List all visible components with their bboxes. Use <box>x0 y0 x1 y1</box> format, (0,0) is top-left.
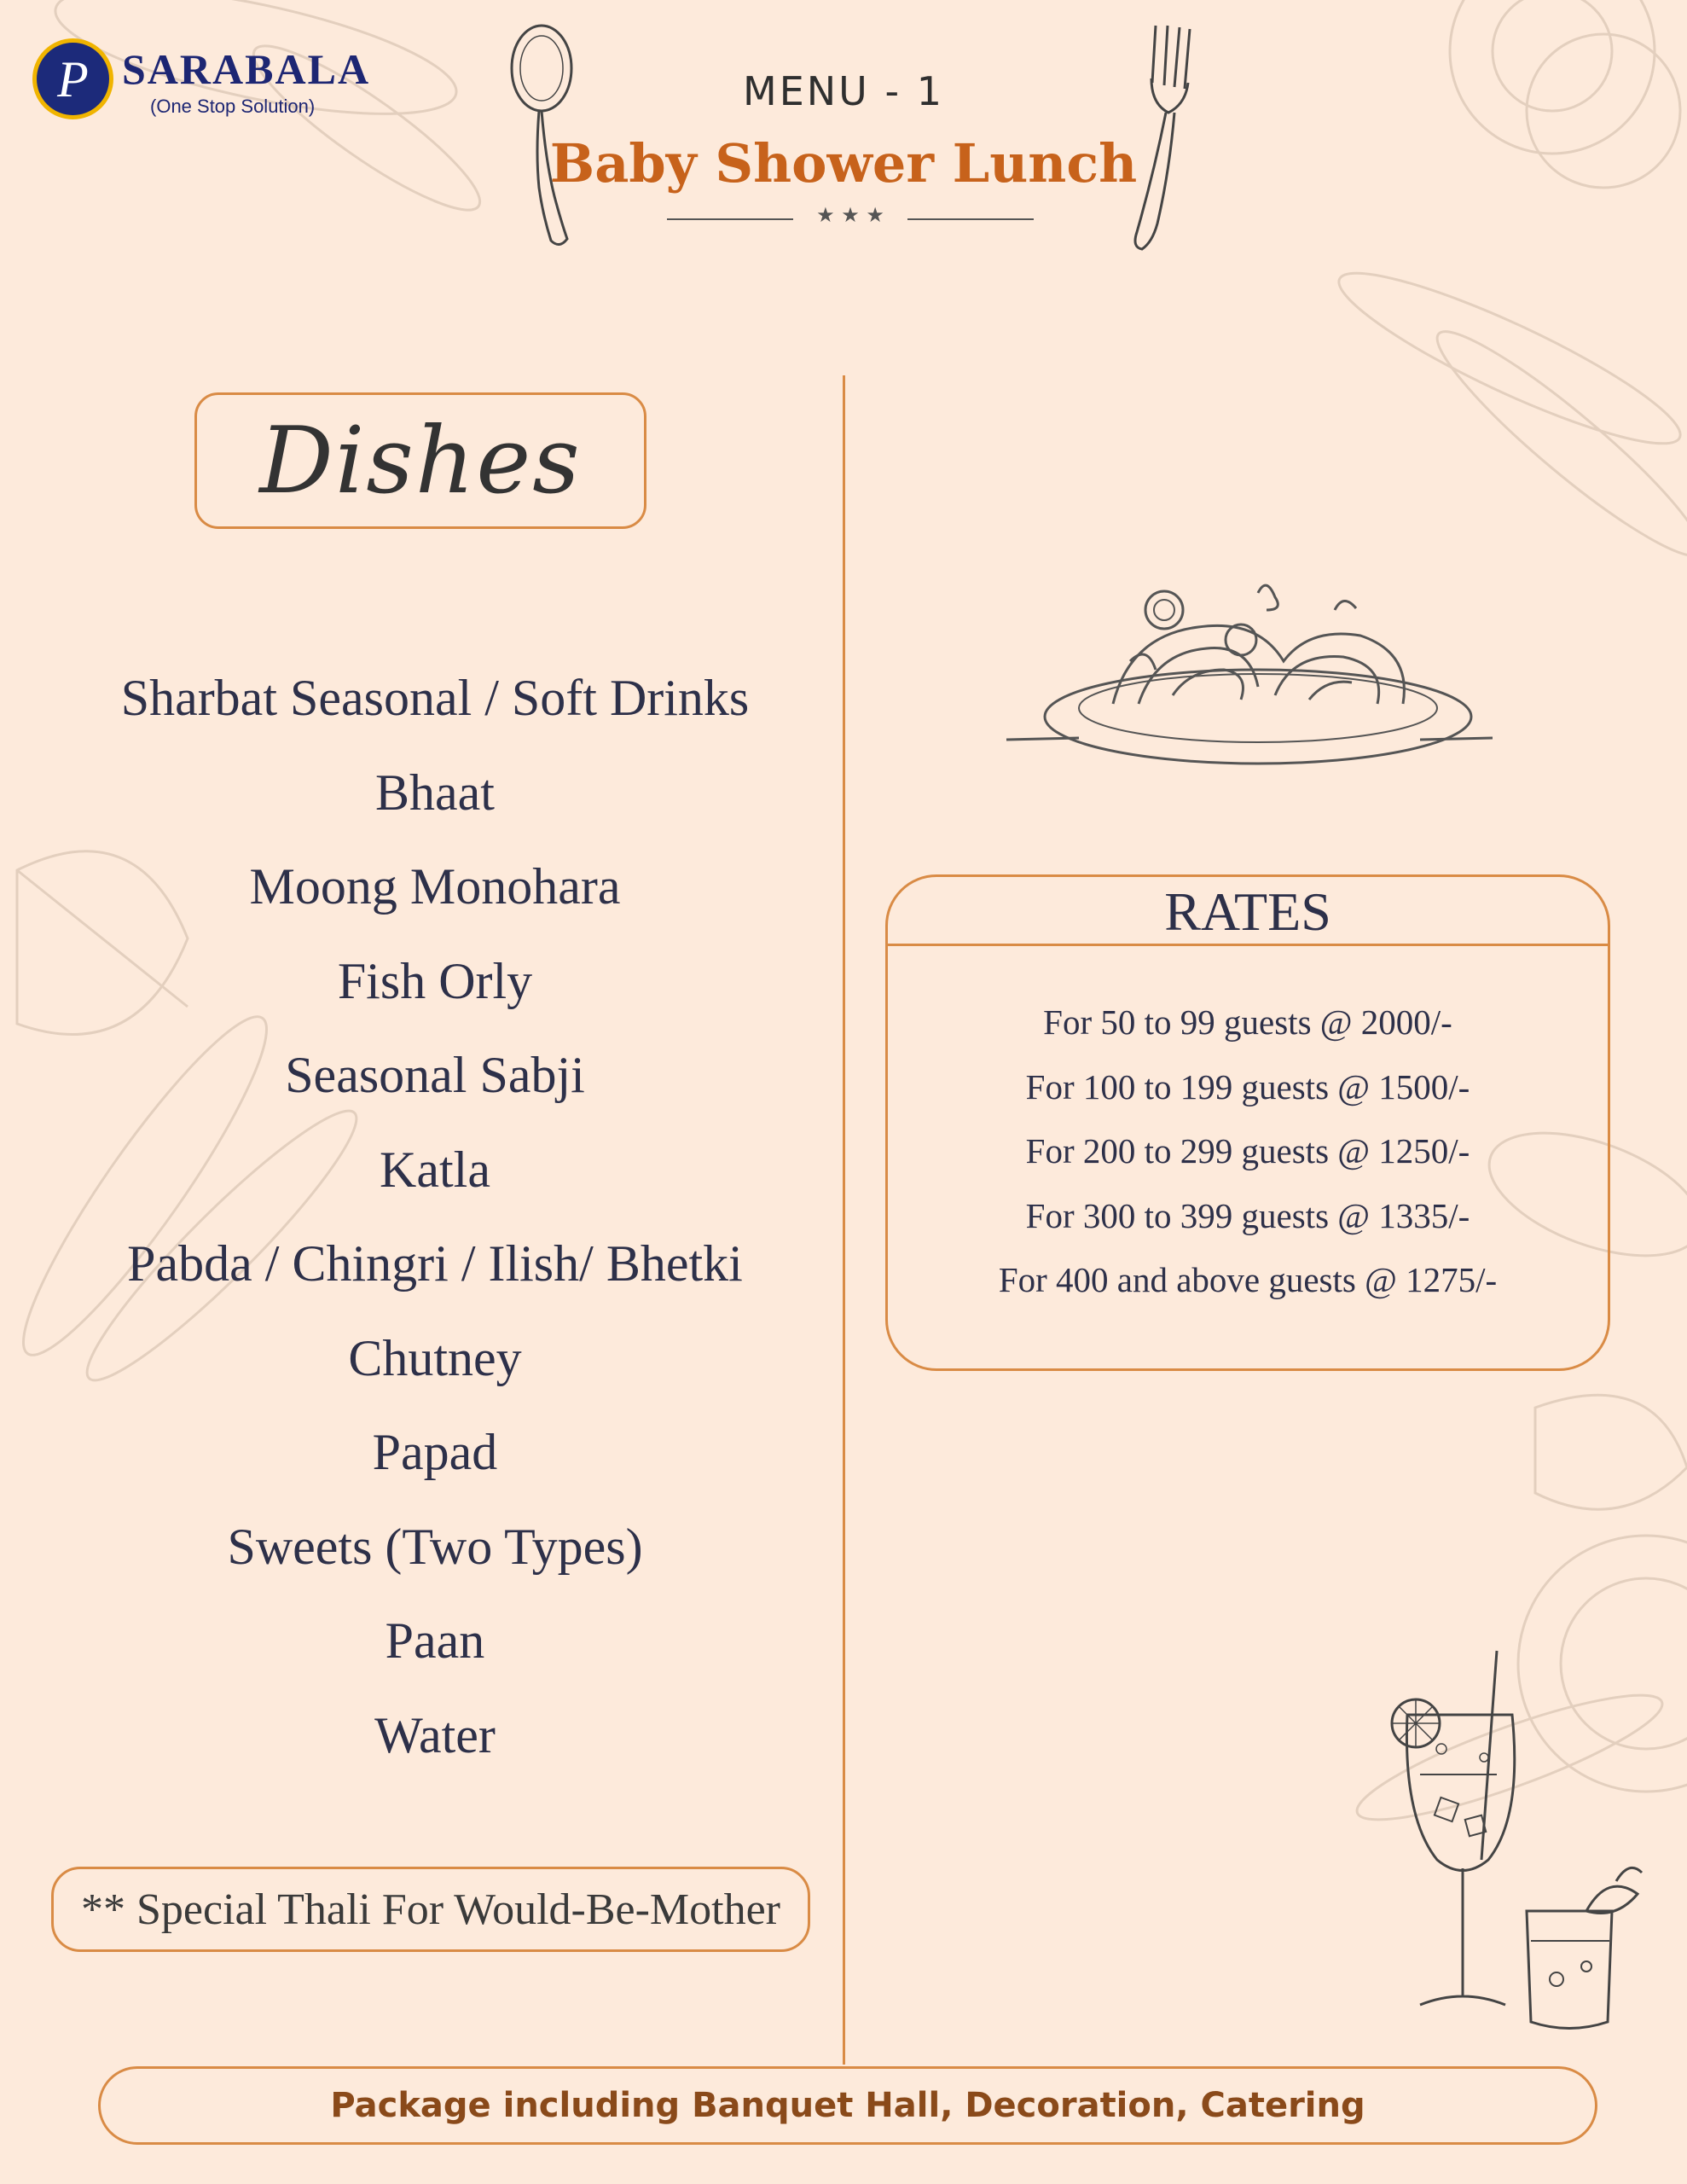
list-item: Chutney <box>348 1329 522 1386</box>
package-banner: Package including Banquet Hall, Decoration, Catering <box>98 2066 1597 2145</box>
rate-item: For 400 and above guests @ 1275/- <box>998 1260 1498 1299</box>
list-item: Moong Monohara <box>249 858 621 915</box>
rate-item: For 200 to 299 guests @ 1250/- <box>1025 1131 1470 1170</box>
special-thali-note: ** Special Thali For Would-Be-Mother <box>51 1867 810 1952</box>
list-item: Bhaat <box>375 764 495 821</box>
list-item: Sharbat Seasonal / Soft Drinks <box>120 670 750 726</box>
list-item: Fish Orly <box>337 952 533 1009</box>
list-item: Seasonal Sabji <box>285 1047 585 1103</box>
rate-item: For 50 to 99 guests @ 2000/- <box>1043 1002 1452 1042</box>
list-item: Sweets (Two Types) <box>227 1518 643 1575</box>
rates-list <box>888 996 1608 1319</box>
brand-tagline: (One Stop Solution) <box>150 96 316 117</box>
dishes-heading: Dishes <box>259 407 582 514</box>
menu-number: MENU - 1 <box>743 68 944 114</box>
stars: ★ ★ ★ <box>816 203 884 227</box>
list-item: Papad <box>372 1424 498 1480</box>
dish-list <box>51 661 819 1792</box>
rates-panel <box>885 874 1610 1371</box>
rate-item: For 100 to 199 guests @ 1500/- <box>1025 1066 1470 1107</box>
cocktail-glasses-illustration <box>1386 1647 1650 2039</box>
list-item: Katla <box>380 1141 490 1198</box>
column-divider <box>843 375 845 2065</box>
list-item: Water <box>374 1706 496 1763</box>
list-item: Paan <box>385 1612 485 1669</box>
brand-name: SARABALA <box>122 45 371 93</box>
rates-heading: RATES <box>888 877 1608 946</box>
pasta-plate-illustration <box>1002 559 1497 798</box>
list-item: Pabda / Chingri / Ilish/ Bhetki <box>127 1235 743 1292</box>
dishes-heading-box <box>194 392 646 529</box>
logo-letter: P <box>57 50 89 107</box>
title-star-divider <box>667 203 1034 229</box>
menu-title: Baby Shower Lunch <box>549 132 1138 195</box>
rate-item: For 300 to 399 guests @ 1335/- <box>1025 1195 1470 1235</box>
